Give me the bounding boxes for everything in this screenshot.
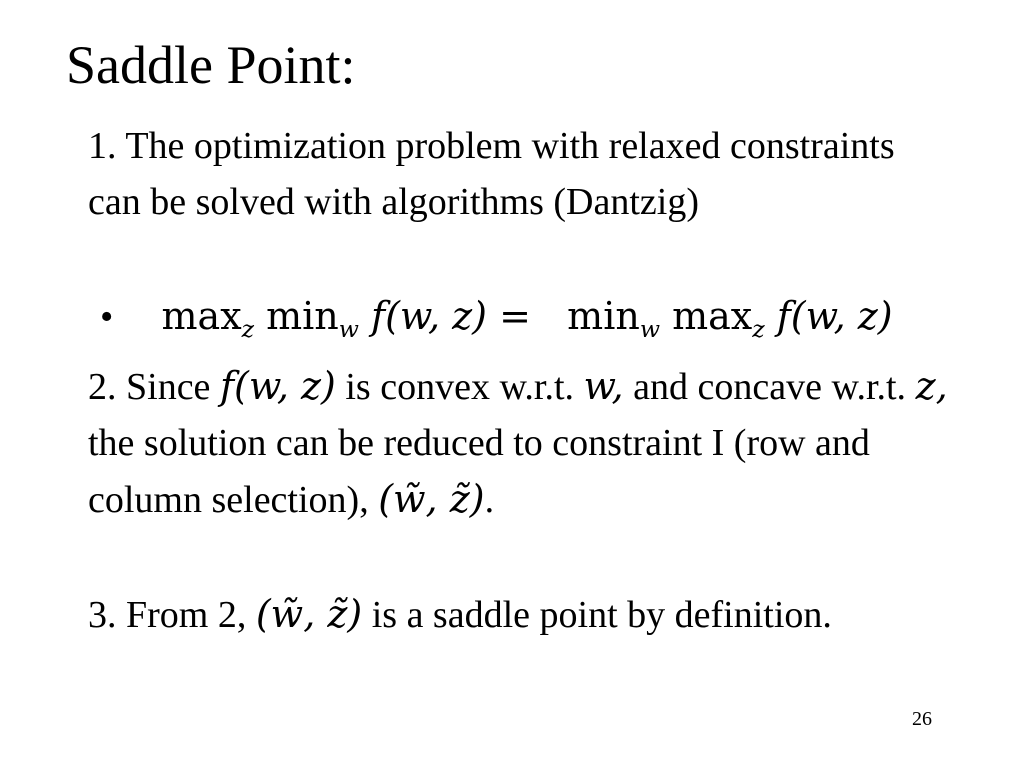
page-number: 26 [912, 708, 932, 730]
max-operator: max [161, 294, 242, 338]
point-2-text [88, 358, 948, 528]
point-2-period: . [484, 479, 495, 521]
min-operator-rhs: min [567, 294, 640, 338]
point-2-function: f(w, z) [219, 364, 336, 408]
point-2-text-a: is convex w.r.t. [345, 366, 575, 408]
point-2-var-w: w, [583, 364, 624, 408]
max-operator-rhs: max [672, 294, 753, 338]
max-subscript-rhs: z [752, 315, 765, 344]
point-2-var-z: z, [915, 364, 948, 408]
min-subscript-rhs: w [639, 315, 660, 344]
function-f: f(w, z) [371, 294, 487, 338]
point-2-lead: 2. Since [88, 366, 211, 408]
point-2-tilde-pair: (w̃, z̃) [378, 477, 485, 521]
min-operator: min [266, 294, 339, 338]
point-3-lead: 3. From 2, [88, 594, 247, 636]
point-1-text: 1. The optimization problem with relaxed constraints can be solved with algorithms (Dantzig) [88, 125, 895, 223]
point-2-text-b: and concave w.r.t. [633, 366, 907, 408]
point-3-body: is a saddle point by definition. [371, 594, 832, 636]
slide-title: Saddle Point: [66, 35, 356, 95]
min-subscript: w [338, 315, 359, 344]
point-3-tilde-pair: (w̃, z̃) [255, 592, 363, 636]
max-subscript: z [241, 315, 255, 344]
minimax-equation-bullet [100, 288, 893, 345]
function-f-rhs: f(w, z) [776, 294, 893, 338]
point-2-text-c: the solution can be reduced to constraint I (row and column selection), [88, 422, 870, 521]
equals-sign: = [499, 294, 531, 338]
bullet-marker: • [100, 296, 114, 338]
minimax-equation [161, 294, 893, 344]
point-3-text [88, 586, 948, 643]
